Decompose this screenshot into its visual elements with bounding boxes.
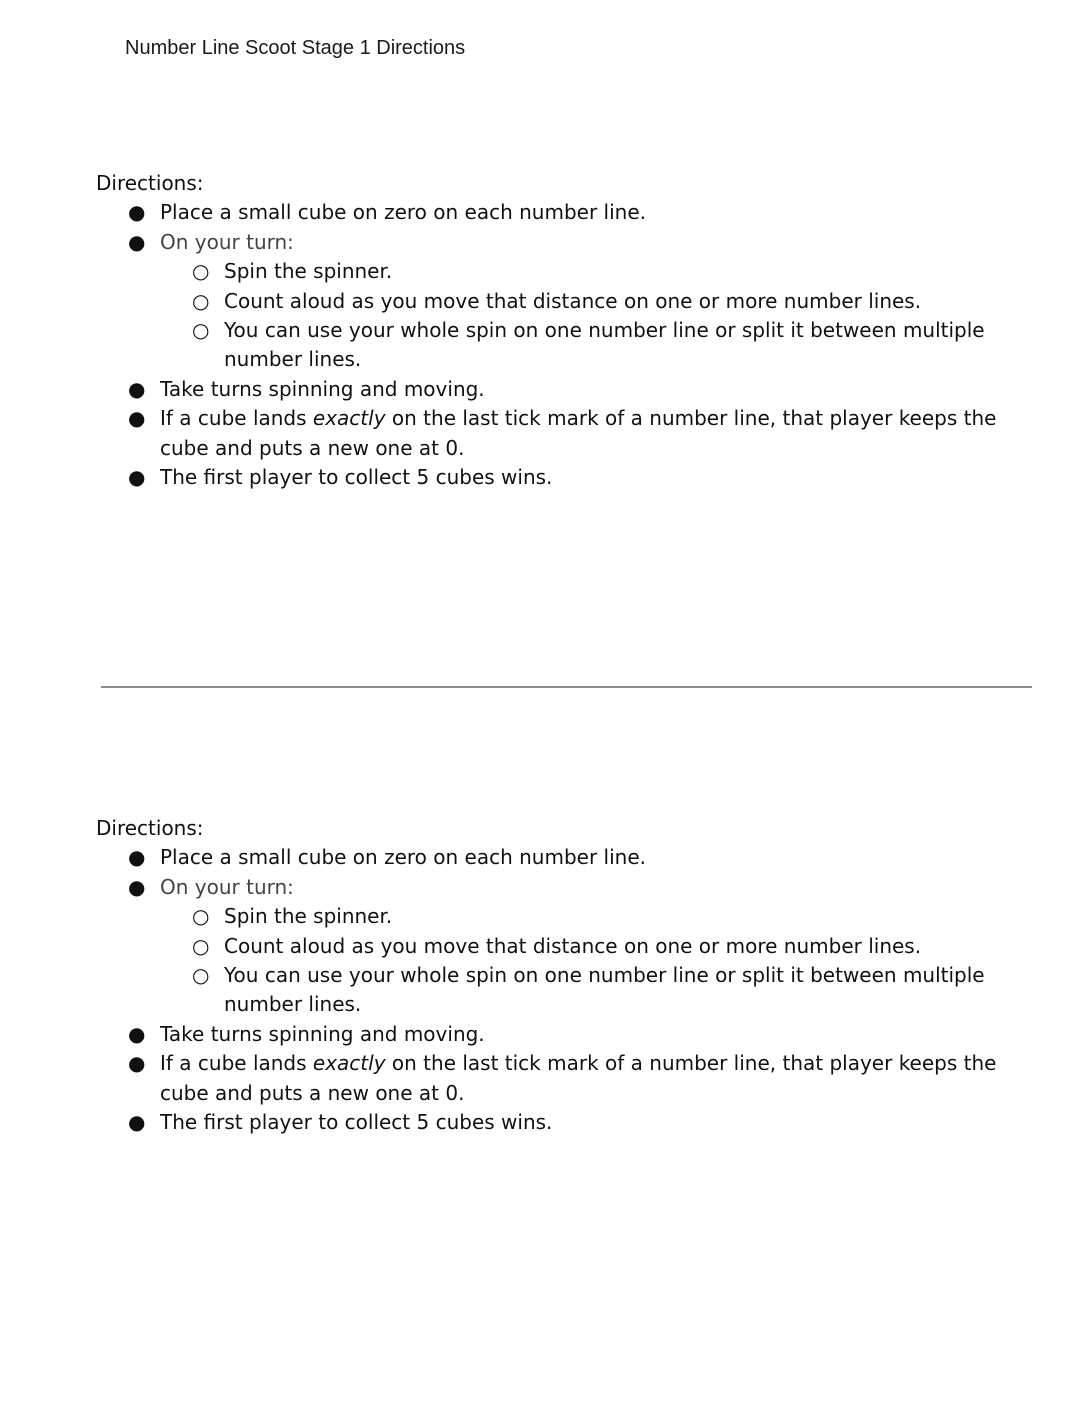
list-item (96, 873, 1046, 1020)
list-item-text-pre: If a cube lands (160, 1051, 313, 1076)
sub-list-item-text: Count aloud as you move that distance on one or more number lines. (224, 288, 922, 313)
bullet-icon: ● (128, 406, 146, 431)
sub-list-item-text: Spin the spinner. (224, 259, 393, 284)
circle-bullet-icon: ○ (192, 963, 210, 988)
list-item (96, 404, 1046, 463)
circle-bullet-icon: ○ (192, 318, 210, 343)
bullet-icon: ● (128, 1021, 146, 1046)
sub-list-item (160, 961, 1046, 1020)
list-item-text: On your turn: (160, 229, 294, 254)
list-item-text-post: on the last tick mark of a number line, that player keeps the cube and puts a new one at 0. (160, 406, 997, 460)
bullet-icon: ● (128, 465, 146, 490)
sub-list-item (160, 932, 1046, 961)
sub-list-item (160, 257, 1046, 286)
sub-list (160, 902, 1046, 1020)
bullet-icon: ● (128, 376, 146, 401)
list-item-text-pre: If a cube lands (160, 406, 313, 431)
list-item-text: Place a small cube on zero on each number line. (160, 845, 646, 870)
list-item-emphasis: exactly (312, 406, 386, 431)
directions-list (96, 198, 1046, 492)
sub-list-item (160, 316, 1046, 375)
list-item (96, 375, 1046, 404)
directions-section-bottom (96, 814, 1046, 1137)
circle-bullet-icon: ○ (192, 288, 210, 313)
sub-list (160, 257, 1046, 375)
directions-heading: Directions: (96, 171, 204, 195)
list-item-text: Take turns spinning and moving. (160, 376, 485, 401)
list-item-emphasis: exactly (312, 1051, 386, 1076)
circle-bullet-icon: ○ (192, 259, 210, 284)
directions-section-top (96, 169, 1046, 492)
sub-list-item-text: You can use your whole spin on one number line or split it between multiple number lines. (224, 318, 985, 372)
section-divider (101, 686, 1032, 688)
list-item (96, 843, 1046, 872)
bullet-icon: ● (128, 845, 146, 870)
bullet-icon: ● (128, 1051, 146, 1076)
list-item (96, 463, 1046, 492)
list-item-text: The first player to collect 5 cubes wins. (160, 465, 553, 490)
page-title: Number Line Scoot Stage 1 Directions (125, 37, 466, 59)
sub-list-item (160, 287, 1046, 316)
bullet-icon: ● (128, 229, 146, 254)
list-item-text: The first player to collect 5 cubes wins. (160, 1110, 553, 1135)
list-item (96, 1108, 1046, 1137)
sub-list-item-text: Spin the spinner. (224, 904, 393, 929)
sub-list-item (160, 902, 1046, 931)
list-item-text: Place a small cube on zero on each number line. (160, 200, 646, 225)
list-item (96, 198, 1046, 227)
directions-list (96, 843, 1046, 1137)
directions-heading: Directions: (96, 816, 204, 840)
list-item (96, 1049, 1046, 1108)
list-item (96, 1020, 1046, 1049)
sub-list-item-text: You can use your whole spin on one number line or split it between multiple number lines. (224, 963, 985, 1017)
bullet-icon: ● (128, 200, 146, 225)
list-item-text: Take turns spinning and moving. (160, 1021, 485, 1046)
sub-list-item-text: Count aloud as you move that distance on one or more number lines. (224, 933, 922, 958)
bullet-icon: ● (128, 1110, 146, 1135)
circle-bullet-icon: ○ (192, 904, 210, 929)
list-item (96, 228, 1046, 375)
bullet-icon: ● (128, 874, 146, 899)
list-item-text: On your turn: (160, 874, 294, 899)
circle-bullet-icon: ○ (192, 933, 210, 958)
list-item-text-post: on the last tick mark of a number line, that player keeps the cube and puts a new one at 0. (160, 1051, 997, 1105)
